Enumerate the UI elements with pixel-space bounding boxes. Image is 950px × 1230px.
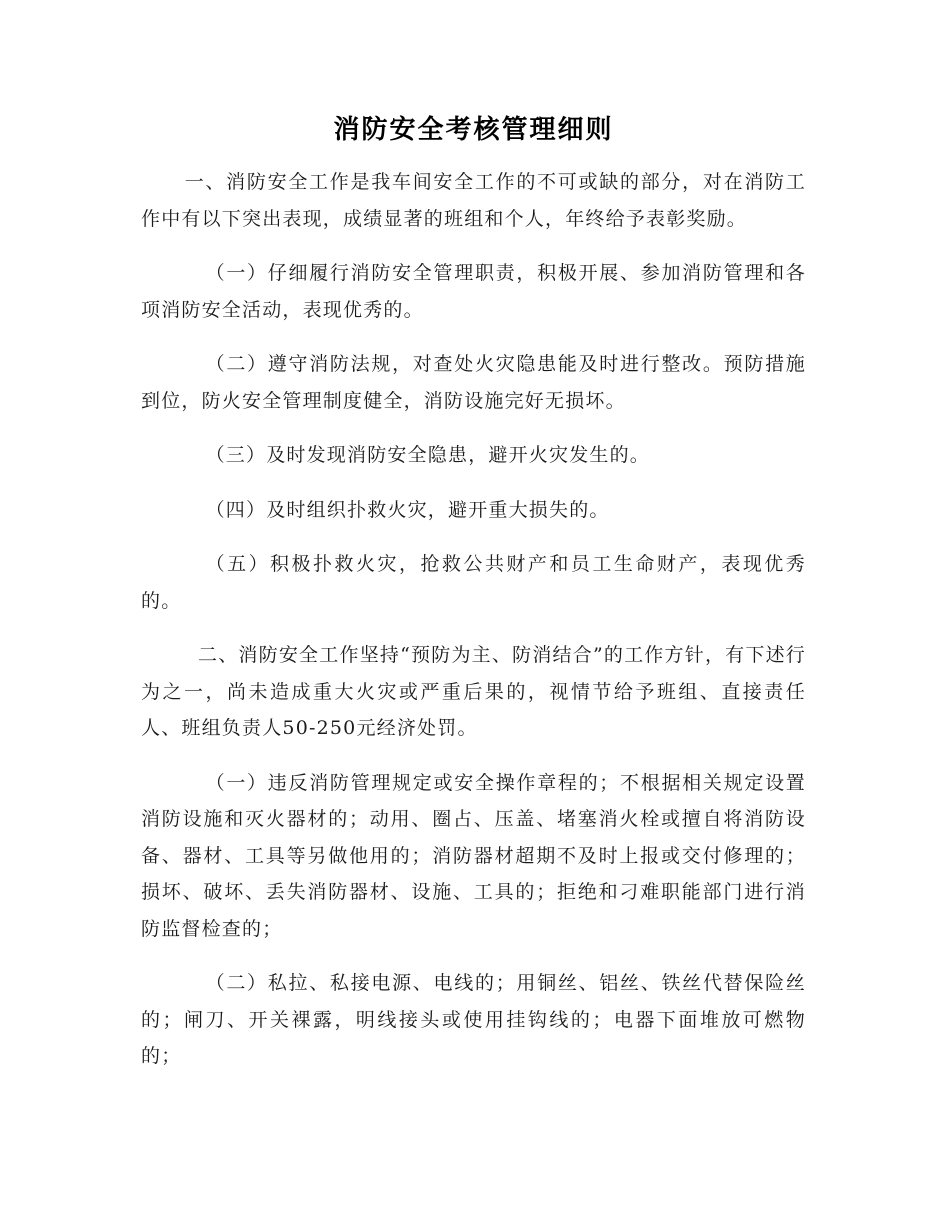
section-two-item-1: （一）违反消防管理规定或安全操作章程的；不根据相关规定设置消防设施和灭火器材的；动用、圈占、压盖、堵塞消火栓或擅自将消防设备、器材、工具等另做他用的；消防器材超期不及时上报或交付修理的；损坏、破坏、丢失消防器材、设施、工具的；拒绝和刁难职能部门进行消防监督检查的； <box>141 771 806 940</box>
document-body <box>141 110 806 1093</box>
section-one-intro: 一、消防安全工作是我车间安全工作的不可或缺的部分，对在消防工作中有以下突出表现，成绩显著的班组和个人，年终给予表彰奖励。 <box>141 171 806 230</box>
section-two-intro: 二、消防安全工作坚持“预防为主、防消结合”的工作方针，有下述行为之一，尚未造成重大火灾或严重后果的，视情节给予班组、直接责任人、班组负责人50-250元经济处罚。 <box>141 644 806 739</box>
document-title: 消防安全考核管理细则 <box>333 115 614 145</box>
section-one-item-1: （一）仔细履行消防安全管理职责，积极开展、参加消防管理和各项消防安全活动，表现优秀的。 <box>141 262 806 321</box>
section-two-item-2: （二）私拉、私接电源、电线的；用铜丝、铝丝、铁丝代替保险丝的；闸刀、开关裸露，明线接头或使用挂钩线的；电器下面堆放可燃物的； <box>141 972 806 1067</box>
section-one-item-4: （四）及时组织扑救火灾，避开重大损失的。 <box>205 498 610 521</box>
section-one-item-5: （五）积极扑救火灾，抢救公共财产和员工生命财产，表现优秀的。 <box>141 553 806 612</box>
section-one-item-2: （二）遵守消防法规，对查处火灾隐患能及时进行整改。预防措施到位，防火安全管理制度健全，消防设施完好无损坏。 <box>141 353 806 412</box>
section-one-item-3: （三）及时发现消防安全隐患，避开火灾发生的。 <box>205 444 650 466</box>
